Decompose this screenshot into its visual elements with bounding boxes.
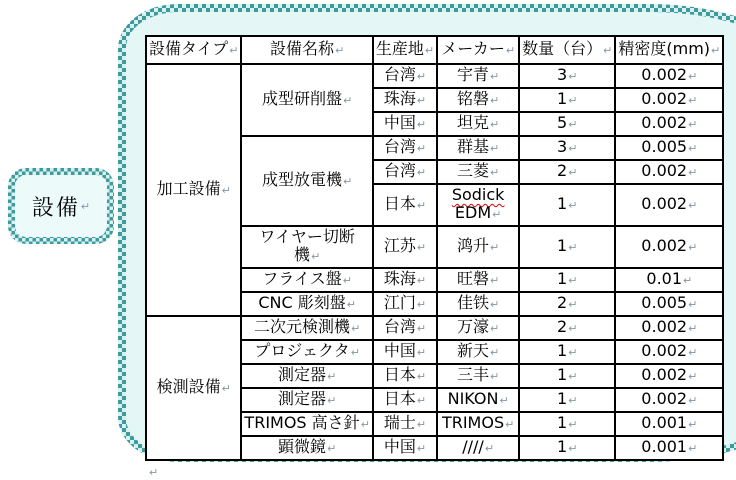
- paragraph-mark: ↵: [683, 274, 693, 287]
- cell-maker: [437, 436, 519, 460]
- cell-text: 設備名称: [270, 39, 335, 58]
- cell-equipment-type: [146, 64, 241, 316]
- cell-text: 珠海: [383, 269, 416, 288]
- cell-text: メーカー: [441, 39, 505, 58]
- cell-text: 0.005: [641, 293, 688, 312]
- paragraph-mark: ↵: [342, 274, 352, 287]
- cell-text: 1: [557, 341, 568, 360]
- cell-origin: [373, 268, 437, 292]
- cell-text: 万濠: [457, 317, 490, 336]
- cell-text: 成型放電機: [262, 170, 343, 189]
- cell-maker: [437, 88, 519, 112]
- paragraph-mark: ↵: [351, 322, 361, 335]
- cell-text: 2: [557, 317, 568, 336]
- paragraph-mark: ↵: [568, 322, 578, 335]
- cell-text: 0.002: [641, 113, 688, 132]
- cell-text: 台湾: [383, 65, 416, 84]
- cell-text: ////: [462, 437, 484, 456]
- cell-maker: [437, 316, 519, 340]
- paragraph-mark: ↵: [343, 94, 353, 107]
- paragraph-mark: ↵: [416, 370, 427, 383]
- paragraph-mark: ↵: [416, 118, 427, 131]
- paragraph-mark: ↵: [416, 241, 427, 254]
- paragraph-mark: ↵: [568, 199, 578, 212]
- paragraph-mark: ↵: [688, 241, 698, 254]
- paragraph-mark: ↵: [568, 118, 578, 131]
- cell-text: 測定器: [278, 365, 327, 384]
- cell-text: 中国: [383, 341, 416, 360]
- table-row: [146, 64, 723, 88]
- cell-text: 1: [557, 389, 568, 408]
- cell-text: 0.002: [641, 365, 688, 384]
- paragraph-mark: ↵: [343, 175, 353, 188]
- cell-equipment-name: [241, 388, 372, 412]
- paragraph-mark: ↵: [505, 44, 516, 57]
- cell-equipment-name: [241, 412, 372, 436]
- paragraph-mark: ↵: [416, 166, 427, 179]
- cell-quantity: [519, 64, 615, 88]
- paragraph-mark: ↵: [568, 166, 578, 179]
- cell-text: 台湾: [383, 317, 416, 336]
- paragraph-mark: ↵: [688, 394, 698, 407]
- cell-precision: [615, 136, 723, 160]
- cell-quantity: [519, 226, 615, 268]
- cell-text: 0.005: [641, 137, 688, 156]
- cell-text: ワイヤー切断: [259, 227, 355, 246]
- paragraph-mark: ↵: [360, 418, 370, 431]
- cell-maker: [437, 268, 519, 292]
- cell-quantity: [519, 412, 615, 436]
- cell-text: 江苏: [383, 236, 416, 255]
- cell-text: 1: [557, 194, 568, 213]
- cell-text: 0.001: [641, 413, 688, 432]
- paragraph-mark: ↵: [490, 142, 500, 155]
- cell-text: 0.002: [641, 161, 688, 180]
- cell-precision: [615, 160, 723, 184]
- cell-origin: [373, 112, 437, 136]
- paragraph-mark: ↵: [416, 298, 427, 311]
- cell-text: 坦克: [457, 113, 490, 132]
- paragraph-mark: ↵: [568, 241, 578, 254]
- paragraph-mark: ↵: [568, 418, 578, 431]
- cell-maker: [437, 412, 519, 436]
- cell-quantity: [519, 136, 615, 160]
- cell-maker: [437, 136, 519, 160]
- cell-text: 瑞士: [383, 413, 416, 432]
- cell-text: 0.01: [646, 269, 683, 288]
- paragraph-mark: ↵: [688, 346, 698, 359]
- paragraph-mark: ↵: [221, 382, 231, 395]
- cell-text: 精密度(mm): [618, 39, 711, 58]
- cell-equipment-name: [241, 316, 372, 340]
- paragraph-mark: ↵: [416, 274, 427, 287]
- paragraph-mark: ↵: [490, 346, 500, 359]
- cell-text: 三丰: [457, 365, 490, 384]
- cell-text: 0.002: [641, 65, 688, 84]
- cell-text: 宇青: [457, 65, 490, 84]
- cell-precision: [615, 316, 723, 340]
- cell-maker: [437, 364, 519, 388]
- column-header: [241, 36, 372, 64]
- cell-text: CNC 彫刻盤: [258, 293, 346, 312]
- cell-maker: [437, 226, 519, 268]
- cell-precision: [615, 112, 723, 136]
- paragraph-mark: ↵: [688, 370, 698, 383]
- cell-maker: [437, 112, 519, 136]
- cell-origin: [373, 316, 437, 340]
- cell-precision: [615, 412, 723, 436]
- cell-equipment-type: [146, 316, 241, 460]
- cell-text: 1: [557, 437, 568, 456]
- paragraph-mark: ↵: [416, 394, 427, 407]
- paragraph-mark: ↵: [416, 442, 427, 455]
- cell-maker: [437, 292, 519, 316]
- cell-quantity: [519, 184, 615, 226]
- cell-quantity: [519, 388, 615, 412]
- cell-text: 0.002: [641, 89, 688, 108]
- cell-equipment-name: [241, 64, 372, 136]
- cell-text: 0.002: [641, 317, 688, 336]
- cell-text: 顕微鏡: [278, 437, 327, 456]
- paragraph-mark: ↵: [229, 44, 239, 57]
- paragraph-mark: ↵: [568, 442, 578, 455]
- cell-text: フライス盤: [262, 269, 342, 288]
- cell-text: プロジェクタ: [254, 341, 350, 360]
- paragraph-mark: ↵: [688, 94, 698, 107]
- cell-origin: [373, 292, 437, 316]
- paragraph-mark: ↵: [490, 274, 500, 287]
- cell-text: 铭磐: [457, 89, 490, 108]
- cell-maker: [437, 340, 519, 364]
- cell-text: 江门: [383, 293, 416, 312]
- paragraph-mark: ↵: [416, 94, 427, 107]
- paragraph-mark: ↵: [490, 370, 500, 383]
- cell-text: 1: [557, 236, 568, 255]
- cell-precision: [615, 340, 723, 364]
- paragraph-mark: ↵: [327, 394, 337, 407]
- column-header: [146, 36, 241, 64]
- cell-precision: [615, 226, 723, 268]
- cell-text: 中国: [383, 113, 416, 132]
- cell-equipment-name: [241, 268, 372, 292]
- cell-equipment-name: [241, 226, 372, 268]
- cell-precision: [615, 64, 723, 88]
- cell-text: 成型研削盤: [262, 89, 343, 108]
- table-header-row: [146, 36, 723, 64]
- cell-quantity: [519, 160, 615, 184]
- cell-origin: [373, 412, 437, 436]
- cell-text: TRIMOS 高さ針: [244, 413, 360, 432]
- paragraph-mark: ↵: [346, 298, 356, 311]
- paragraph-mark: ↵: [80, 199, 91, 213]
- paragraph-mark: ↵: [499, 394, 509, 407]
- paragraph-mark: ↵: [416, 322, 427, 335]
- cell-text: 3: [557, 65, 568, 84]
- paragraph-mark: ↵: [568, 394, 578, 407]
- column-header: [615, 36, 723, 64]
- cell-text: 0.002: [641, 341, 688, 360]
- cell-text: 0.002: [641, 194, 688, 213]
- cell-text: 加工設備: [156, 179, 221, 198]
- cell-text: 日本: [383, 389, 416, 408]
- paragraph-mark: ↵: [311, 250, 321, 263]
- paragraph-mark: ↵: [221, 184, 231, 197]
- paragraph-mark: ↵: [490, 94, 500, 107]
- cell-text: 0.002: [641, 236, 688, 255]
- cell-text: 0.002: [641, 389, 688, 408]
- column-header: [373, 36, 437, 64]
- cell-text: 5: [557, 113, 568, 132]
- paragraph-mark: ↵: [688, 442, 698, 455]
- paragraph-mark: ↵: [490, 322, 500, 335]
- cell-text: 2: [557, 161, 568, 180]
- paragraph-mark: ↵: [568, 346, 578, 359]
- cell-text: 台湾: [383, 161, 416, 180]
- cell-text: 三菱: [457, 161, 490, 180]
- cell-text: TRIMOS: [441, 413, 505, 432]
- cell-text: 生産地: [375, 39, 424, 58]
- paragraph-mark: ↵: [568, 142, 578, 155]
- paragraph-mark: ↵: [568, 298, 578, 311]
- cell-text: 佳铁: [457, 293, 490, 312]
- cell-quantity: [519, 292, 615, 316]
- cell-text: 設備タイプ: [149, 39, 229, 58]
- paragraph-mark: ↵: [416, 199, 427, 212]
- cell-quantity: [519, 364, 615, 388]
- cell-equipment-name: [241, 136, 372, 226]
- cell-quantity: [519, 268, 615, 292]
- equipment-callout-fill: [15, 175, 107, 237]
- paragraph-mark: ↵: [335, 44, 345, 57]
- cell-text: 中国: [383, 437, 416, 456]
- paragraph-mark: ↵: [688, 118, 698, 131]
- cell-text: 2: [557, 293, 568, 312]
- cell-origin: [373, 136, 437, 160]
- cell-text: 日本: [383, 365, 416, 384]
- cell-quantity: [519, 88, 615, 112]
- paragraph-mark: ↵: [688, 142, 698, 155]
- paragraph-mark: ↵: [568, 274, 578, 287]
- cell-text: Sodick: [451, 185, 505, 204]
- paragraph-mark: ↵: [688, 166, 698, 179]
- cell-origin: [373, 436, 437, 460]
- paragraph-mark: ↵: [688, 199, 698, 212]
- cell-maker: [437, 64, 519, 88]
- paragraph-mark: ↵: [416, 418, 427, 431]
- paragraph-mark: ↵: [490, 298, 500, 311]
- paragraph-mark: ↵: [416, 346, 427, 359]
- paragraph-mark: ↵: [492, 208, 502, 221]
- cell-quantity: [519, 112, 615, 136]
- cell-maker: [437, 184, 519, 226]
- cell-precision: [615, 88, 723, 112]
- cell-precision: [615, 292, 723, 316]
- cell-maker: [437, 160, 519, 184]
- cell-equipment-name: [241, 292, 372, 316]
- paragraph-mark: ↵: [490, 166, 500, 179]
- cell-text: EDM: [454, 203, 492, 222]
- paragraph-mark: ↵: [603, 44, 613, 57]
- paragraph-mark: ↵: [568, 70, 578, 83]
- paragraph-mark: ↵: [688, 322, 698, 335]
- paragraph-mark: ↵: [350, 346, 360, 359]
- paragraph-mark: ↵: [505, 418, 515, 431]
- cell-origin: [373, 226, 437, 268]
- equipment-label: 設備: [31, 195, 80, 221]
- paragraph-mark: ↵: [424, 44, 435, 57]
- cell-quantity: [519, 340, 615, 364]
- cell-text: 新天: [457, 341, 490, 360]
- cell-quantity: [519, 316, 615, 340]
- cell-precision: [615, 364, 723, 388]
- equipment-table: [145, 35, 724, 461]
- cell-text: NIKON: [447, 389, 499, 408]
- paragraph-mark: ↵: [490, 70, 500, 83]
- paragraph-mark: ↵: [484, 442, 495, 455]
- cell-text: 測定器: [278, 389, 327, 408]
- cell-text: 旺磐: [457, 269, 490, 288]
- cell-text: 鸿升: [457, 236, 490, 255]
- cell-text: 台湾: [383, 137, 416, 156]
- cell-precision: [615, 184, 723, 226]
- cell-text: 0.001: [641, 437, 688, 456]
- paragraph-mark: ↵: [568, 94, 578, 107]
- cell-text: 3: [557, 137, 568, 156]
- paragraph-mark: ↵: [568, 370, 578, 383]
- cell-text: 二次元検測機: [254, 317, 351, 336]
- cell-origin: [373, 184, 437, 226]
- paragraph-mark: ↵: [149, 466, 159, 479]
- column-header: [519, 36, 615, 64]
- paragraph-mark: ↵: [711, 44, 721, 57]
- cell-text: 珠海: [383, 89, 416, 108]
- paragraph-mark: ↵: [490, 241, 500, 254]
- cell-precision: [615, 436, 723, 460]
- cell-origin: [373, 340, 437, 364]
- cell-text: 1: [557, 365, 568, 384]
- paragraph-mark: ↵: [416, 70, 427, 83]
- cell-text: 1: [557, 413, 568, 432]
- paragraph-mark: ↵: [327, 370, 337, 383]
- paragraph-mark: ↵: [688, 418, 698, 431]
- cell-text: 群基: [457, 137, 490, 156]
- cell-precision: [615, 388, 723, 412]
- paragraph-mark: ↵: [490, 118, 500, 131]
- equipment-table-area: [145, 35, 724, 480]
- cell-text: 1: [557, 269, 568, 288]
- cell-origin: [373, 160, 437, 184]
- paragraph-mark: ↵: [327, 442, 337, 455]
- cell-text: 日本: [383, 194, 416, 213]
- paragraph-mark: ↵: [416, 142, 427, 155]
- paragraph-mark: ↵: [688, 70, 698, 83]
- cell-equipment-name: [241, 436, 372, 460]
- cell-origin: [373, 388, 437, 412]
- cell-quantity: [519, 436, 615, 460]
- cell-equipment-name: [241, 364, 372, 388]
- cell-text: 数量（台）: [522, 39, 603, 58]
- paragraph-mark: ↵: [688, 298, 698, 311]
- cell-origin: [373, 64, 437, 88]
- cell-precision: [615, 268, 723, 292]
- cell-text: 1: [557, 89, 568, 108]
- equipment-callout-box: [8, 168, 114, 244]
- cell-maker: [437, 388, 519, 412]
- table-row: [146, 316, 723, 340]
- cell-origin: [373, 364, 437, 388]
- column-header: [437, 36, 519, 64]
- cell-text: 機: [294, 245, 311, 264]
- cell-text: 検測設備: [156, 377, 221, 396]
- cell-equipment-name: [241, 340, 372, 364]
- cell-origin: [373, 88, 437, 112]
